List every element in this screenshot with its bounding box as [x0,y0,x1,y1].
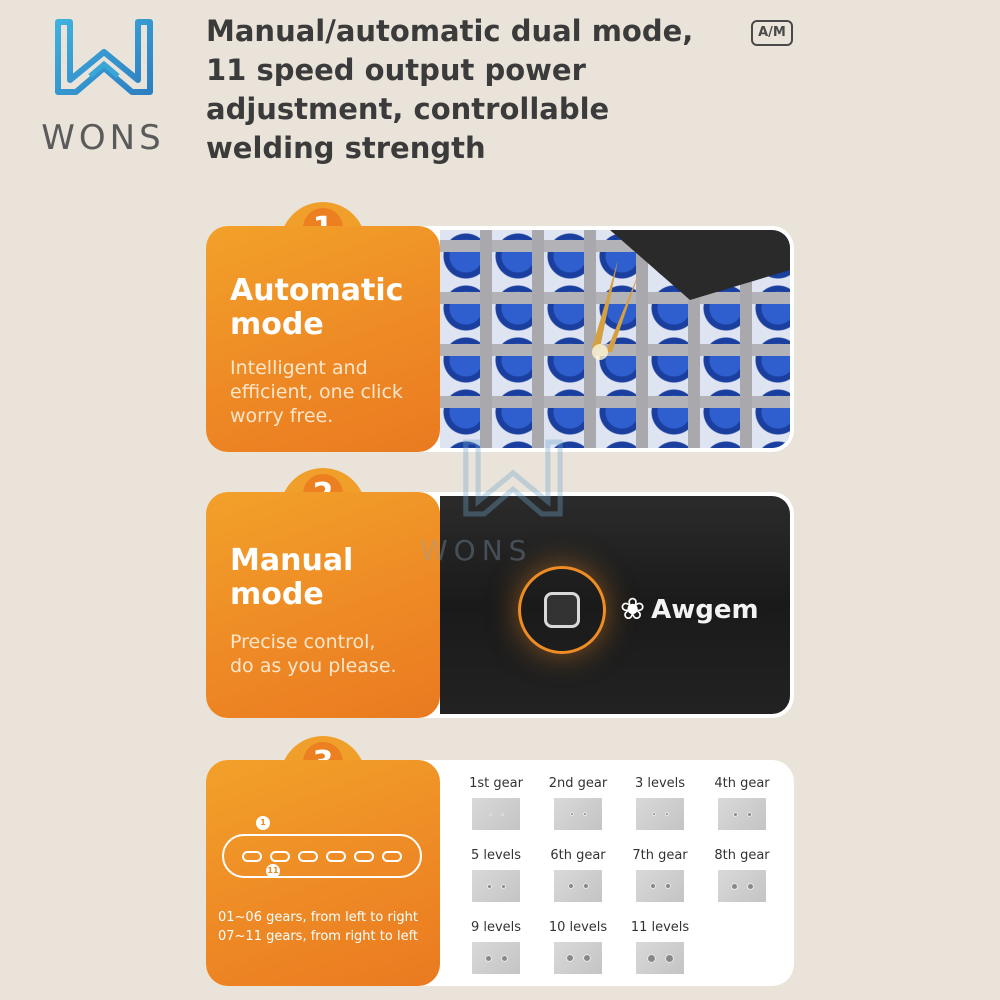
weld-spot-swatch [554,798,602,830]
weld-spot-icon [501,813,504,816]
card-desc-line: efficient, one click [230,381,403,403]
weld-spot-icon [731,883,738,890]
card-desc-line: do as you please. [230,655,397,677]
device-button-ring [518,566,606,654]
card-description [230,630,397,678]
weld-spot-icon [485,955,492,962]
awgem-flame-icon: ❀ [620,592,646,627]
gear-dot-icon [382,851,402,862]
gear-label: 6th gear [550,848,606,863]
gear-sample [538,774,618,830]
card-automatic-mode [206,226,794,452]
card-orange-panel [206,226,440,452]
strip-start-mark: 1 [256,816,270,830]
headline-line: adjustment, controllable [206,92,610,126]
gear-sample [538,846,618,902]
card-orange-panel [206,760,440,986]
gear-label: 3 levels [634,776,686,791]
gear-note [218,908,418,946]
gear-sample [456,774,536,830]
weld-spot-icon [583,954,591,962]
wons-w-house-icon [54,18,154,96]
weld-spot-swatch [636,942,684,974]
weld-spot-icon [647,954,656,963]
logo-text: WONS [41,118,165,158]
weld-spot-icon [583,883,589,889]
weld-spot-icon [650,883,656,889]
weld-spot-icon [570,812,574,816]
gear-label: 10 levels [548,920,608,935]
weld-spot-icon [733,812,738,817]
gear-strip-icon [222,834,422,878]
gear-dot-icon [270,851,290,862]
weld-spot-swatch [636,798,684,830]
weld-spot-icon [583,812,587,816]
card-title-line: mode [230,307,324,342]
device-button-icon [544,592,580,628]
headline [206,12,726,168]
card-title [230,274,403,342]
card-gears [206,760,794,986]
weld-spot-icon [568,883,574,889]
device-brand [620,592,759,627]
gear-label: 1st gear [469,776,523,791]
wons-w-house-icon [448,438,578,518]
card-orange-panel [206,492,440,718]
gear-label: 2nd gear [548,776,608,791]
gear-label: 7th gear [632,848,688,863]
weld-spot-icon [652,812,656,816]
weld-spot-swatch [718,798,766,830]
weld-spot-icon [665,812,669,816]
weld-spot-icon [489,813,492,816]
gear-sample [538,918,618,974]
watermark-text: WONS [420,534,533,567]
weld-spot-icon [665,954,674,963]
headline-line: 11 speed output power [206,53,586,87]
gear-label: 9 levels [470,920,522,935]
card-desc-line: Precise control, [230,631,376,653]
welding-pen-icon [440,230,790,448]
gear-sample [702,774,782,830]
strip-end-mark: 11 [266,864,280,878]
gear-label: 4th gear [714,776,770,791]
card-title-line: Automatic [230,273,404,308]
gear-dot-icon [326,851,346,862]
card-title [230,544,353,612]
weld-spot-icon [747,883,754,890]
gear-sample [456,918,536,974]
weld-spot-icon [501,955,508,962]
battery-welding-image [440,230,790,448]
gear-dot-icon [242,851,262,862]
gear-label: 5 levels [470,848,522,863]
headline-line: Manual/automatic dual mode, [206,14,694,48]
gear-samples-grid [456,774,786,974]
weld-spot-swatch [472,870,520,902]
card-desc-line: Intelligent and [230,357,368,379]
card-description [230,356,403,428]
weld-spot-swatch [472,942,520,974]
weld-spot-swatch [718,870,766,902]
gear-sample [620,774,700,830]
card-title-line: Manual [230,543,354,578]
headline-line: welding strength [206,131,486,165]
gear-sample [620,918,700,974]
gear-dot-icon [354,851,374,862]
gear-note-line: 01~06 gears, from left to right [218,910,419,925]
gear-note-line: 07~11 gears, from right to left [218,929,419,944]
card-manual-mode [206,492,794,718]
weld-spot-icon [566,954,574,962]
gear-dot-icon [298,851,318,862]
gear-label: 11 levels [630,920,690,935]
weld-spot-icon [747,812,752,817]
gear-sample [456,846,536,902]
weld-spot-swatch [554,942,602,974]
gear-sample [702,846,782,902]
weld-spot-swatch [472,798,520,830]
card-title-line: mode [230,577,324,612]
weld-spot-icon [487,884,492,889]
weld-spot-swatch [636,870,684,902]
weld-spot-swatch [554,870,602,902]
am-badge: A/M [751,20,793,46]
device-picture [440,496,790,714]
gear-label: 8th gear [714,848,770,863]
device-brand-text: Awgem [651,594,759,625]
device-image [440,496,790,714]
weld-spot-icon [501,884,506,889]
card-desc-line: worry free. [230,405,334,427]
gear-sample [620,846,700,902]
weld-spot-icon [665,883,671,889]
brand-logo [22,18,182,158]
